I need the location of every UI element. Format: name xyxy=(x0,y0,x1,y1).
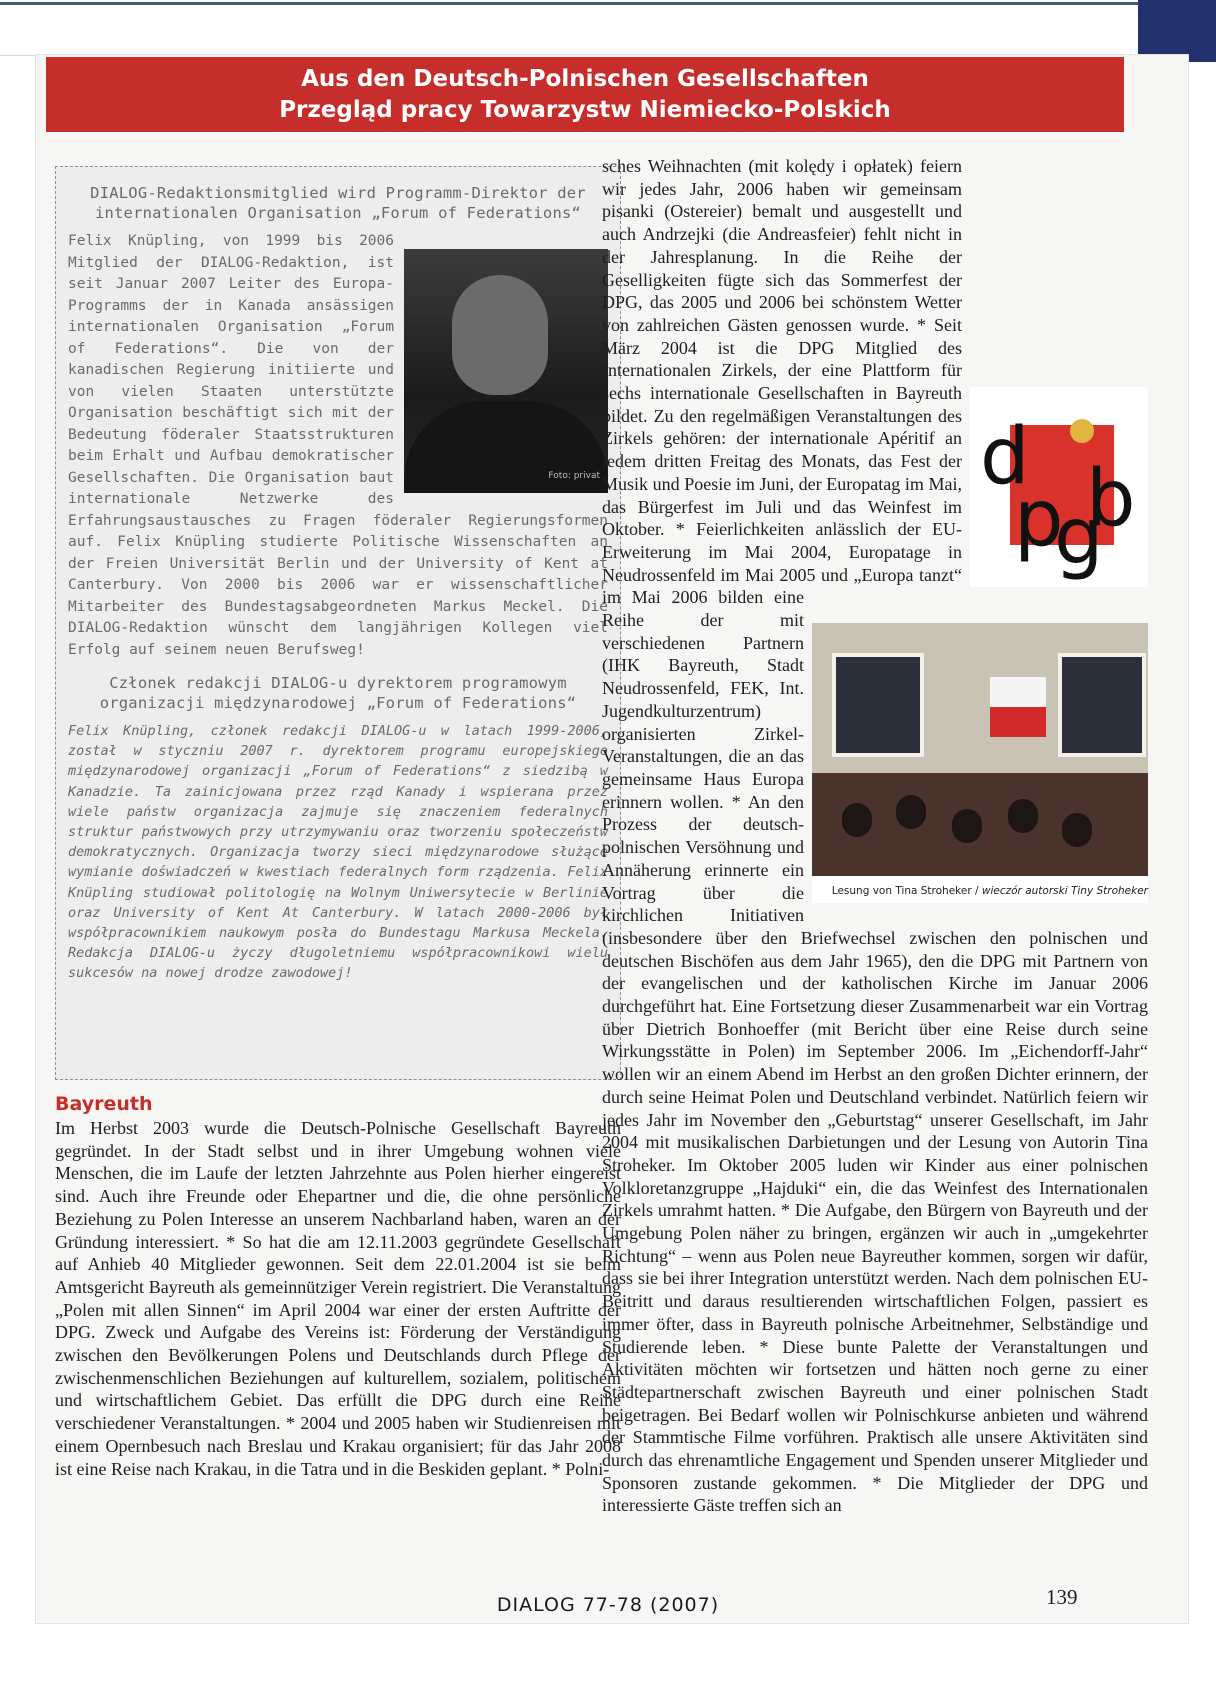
left-column xyxy=(55,1093,621,1480)
magazine-page xyxy=(36,55,1188,1623)
logo-letter-g: g xyxy=(1054,492,1104,582)
announcement-box xyxy=(55,166,621,1080)
audience-head xyxy=(952,809,982,843)
dpgb-logo-graphic xyxy=(970,387,1148,587)
flag-red-stripe xyxy=(990,707,1046,737)
photo-caption-pl: wieczór autorski Tiny Stroheker xyxy=(981,885,1148,897)
photo-credit: Foto: privat xyxy=(548,470,600,481)
audience-head xyxy=(896,795,926,829)
announcement-text-de: Felix Knüpling, von 1999 bis 2006 Mitglied der DIALOG-Redaktion, ist seit Januar 2007 Leiter des Europa-Programms der in Kanada ansässigen internationalen Organisation „Forum of Federations“. Die von der kanadischen Regierung initiierte und von vielen Staaten unterstützte Organisation beschäftigt sich mit der Bedeutung föderaler Staatsstrukturen beim Erhalt und Aufbau demokratischer Gesellschaften. Die Organisation baut internationale Netzwerke des Erfahrungsaustausches zu Fragen föderaler Regierungsformen auf. Felix Knüpling studierte Politische Wissenschaften an der Freien Universität Berlin und der University of Kent at Canterbury. Von 2000 bis 2006 war er wissenschaftlicher Mitarbeiter des Bundestagsabgeordneten Markus Meckel. Die DIALOG-Redaktion wünscht dem langjährigen Kollegen viel Erfolg auf seinem neuen Berufsweg! xyxy=(68,233,608,658)
logo-gold-dot xyxy=(1070,419,1094,443)
logo-letter-d: d xyxy=(980,412,1030,502)
page-edge-tab xyxy=(1138,0,1216,62)
photo-caption xyxy=(812,880,1148,903)
flag-white-stripe xyxy=(990,677,1046,707)
header-band xyxy=(46,57,1124,132)
audience-head xyxy=(1008,799,1038,833)
photo-window-left xyxy=(832,653,924,757)
right-column xyxy=(602,155,1148,1517)
dpgb-logo xyxy=(970,387,1148,587)
event-photo-figure xyxy=(812,623,1148,903)
footer-issue: DIALOG 77-78 (2007) xyxy=(496,1594,720,1616)
header-title-de: Aus den Deutsch-Polnischen Gesellschaften xyxy=(301,66,869,92)
announcement-heading-de: DIALOG-Redaktionsmitglied wird Programm-Direktor der internationalen Organisation „Forum of Federations“ xyxy=(90,184,586,222)
announcement-body-de xyxy=(68,231,608,661)
photo-window-right xyxy=(1058,653,1146,757)
scan-top-margin xyxy=(0,0,1216,56)
bayreuth-paragraph-2: sches Weihnachten (mit kolędy i opłatek) feiern wir jedes Jahr, 2006 haben wir gemeinsam pisanki (Ostereier) bemalt und ausgestellt und auch Andrzejki (die Andreasfeier) fehlt nicht in der Jahresplanung. In die Reihe der Geselligkeiten fügte sich das Sommerfest der DPG, das 2005 und 2006 bei schönstem Wetter von zahlreichen Gästen genossen wurde. * Seit März 2004 ist die DPG Mitglied des Internationalen Zirkels, der eine Plattform für sechs internationale Gesellschaften in Bayreuth bildet. Zu den regelmäßigen Veranstaltungen des Zirkels gehören: der internationale Apéritif an jedem dritten Freitag des Monats, das Fest der Musik und Poesie im Juni, der Europatag im Mai, das Bürgerfest im Juli und das Weinfest im Oktober. * Feierlichkeiten anlässlich der EU-Erweiterung im Mai 2004, Europatage in Neudrossenfeld im Mai 2005 und „Europa tanzt“ im Mai 2006 bilden eine Reihe der mit verschiedenen Partnern (IHK Bayreuth, Stadt Neudrossenfeld, FEK, Int. Jugendkulturzentrum) organisierten Zirkel-Veranstaltungen, die an das gemeinsame Haus Europa erinnern wollen. * An den Prozess der deutsch-polnischen Versöhnung und Annäherung erinnerte ein Vortrag über die kirchlichen Initiativen (insbesondere über den Briefwechsel zwischen den polnischen und deutschen Bischöfen aus dem Jahr 1965), den die DPG mit Partnern von der evangelischen und der katholischen Kirche im Januar 2006 durchgeführt hat. Eine Fortsetzung dieser Zusammenarbeit war ein Vortrag über Dietrich Bonhoeffer (mit Bericht über eine Reise durch seine Wirkungsstätte in Polen) im September 2006. Im „Eichendorff-Jahr“ wollen wir an einem Abend im Herbst an den großen Dichter erinnern, der durch seine Heimat Polen und Deutschland verbindet. Natürlich feiern wir jedes Jahr im November den „Geburtstag“ unserer Gesellschaft, im Jahr 2004 mit musikalischen Darbietungen und der Lesung von Autorin Tina Stroheker. Im Oktober 2005 luden wir Kinder aus einer polnischen Volkloretanzgruppe „Hajduki“ ein, die das Weinfest des Internationalen Zirkels umrahmt hatten. * Die Aufgabe, den Bürgern von Bayreuth und der Umgebung Polen näher zu bringen, ergänzen wir auch in „umgekehrter Richtung“ – wenn aus Polen neue Bayreuther kommen, sorgen wir dafür, dass sie bei ihrer Integration unterstützt werden. Nach dem polnischen EU-Beitritt und daraus resultierenden wirtschaftlichen Folgen, passiert es immer öfter, dass in Bayreuth polnische Arbeitnehmer, Selbständige und Studierende leben. * Diese bunte Palette der Veranstaltungen und Aktivitäten möchten wir fortsetzen und hätten noch gerne zu einer Städtepartnerschaft zwischen Bayreuth und einer polnischen Stadt beigetragen. Bei Bedarf wollen wir Polnischkurse anbieten und während der Stammtische Filme vorführen. Praktisch alle unsere Aktivitäten sind durch das ehrenamtliche Engagement und Spenden unserer Mitglieder und Sponsoren zustande gekommen. * Die Mitglieder der DPG und interessierte Gäste treffen sich an xyxy=(602,156,1148,1516)
photo-caption-de: Lesung von Tina Stroheker / xyxy=(831,885,982,897)
audience-head xyxy=(842,803,872,837)
page-number: 139 xyxy=(1046,1585,1078,1609)
event-photo xyxy=(812,623,1148,876)
portrait-face xyxy=(452,275,548,395)
announcement-body-pl: Felix Knüpling, członek redakcji DIALOG-u w latach 1999-2006, został w styczniu 2007 r. dyrektorem programu europejskiego międzynarodowej organizacji „Forum of Federations“ z siedzibą w Kanadzie. Ta zainicjowana przez rząd Kanady i wspierana przez wiele państw organizacja zajmuje się znaczeniem federalnych struktur państwowych przy utrzymywaniu oraz tworzeniu społeczeństw demokratycznych. Organizacja tworzy sieci międzynarodowe służące wymianie doświadczeń w kwestiach federalnych form rządzenia. Felix Knüpling studiował politologię na Wolnym Uniwersytecie w Berlinie oraz University of Kent At Canterbury. W latach 2000-2006 był współpracownikiem naukowym posła do Bundestagu Markusa Meckela. Redakcja DIALOG-u życzy długoletniemu współpracownikowi wielu sukcesów na nowej drodze zawodowej! xyxy=(68,723,608,982)
header-title-pl: Przegląd pracy Towarzystw Niemiecko-Polskich xyxy=(279,97,891,123)
scan-edge-line xyxy=(0,2,1140,5)
portrait-photo xyxy=(404,249,608,493)
bayreuth-paragraph-1: Im Herbst 2003 wurde die Deutsch-Polnische Gesellschaft Bayreuth gegründet. In der Stadt selbst und in ihrer Umgebung wohnen viele Menschen, die im Laufe der letzten Jahrzehnte aus Polen hierher eingereist sind. Auch ihre Freunde oder Ehepartner und die, die ohne persönliche Beziehung zu Polen Interesse an unserem Nachbarland haben, waren an der Gründung interessiert. * So hat die am 12.11.2003 gegründete Gesellschaft auf Anhieb 40 Mitglieder gewonnen. Seit dem 22.01.2004 ist sie beim Amtsgericht Bayreuth als gemeinnütziger Verein registriert. Die Veranstaltung „Polen mit allen Sinnen“ im April 2004 war einer der ersten Auftritte der DPG. Zweck und Aufgabe des Vereins ist: Förderung der Verständigung zwischen den Bevölkerungen Polens und Deutschlands durch Pflege der zwischenmenschlichen Beziehungen auf kulturellem, sozialem, politischem und wirtschaftlichem Gebiet. Das erfüllt die DPG durch eine Reihe verschiedener Veranstaltungen. * 2004 und 2005 haben wir Studienreisen mit einem Opernbesuch nach Breslau und Krakau organisiert; für das Jahr 2008 ist eine Reise nach Krakau, in die Tatra und in die Beskiden geplant. * Polni- xyxy=(55,1118,621,1479)
logo-letter-p: p xyxy=(1014,474,1064,564)
logo-letter-b: b xyxy=(1086,454,1136,544)
section-title-bayreuth: Bayreuth xyxy=(55,1093,153,1115)
announcement-heading-pl: Członek redakcji DIALOG-u dyrektorem programowym organizacji międzynarodowej „Forum of Federations“ xyxy=(99,674,577,712)
audience-head xyxy=(1062,813,1092,847)
